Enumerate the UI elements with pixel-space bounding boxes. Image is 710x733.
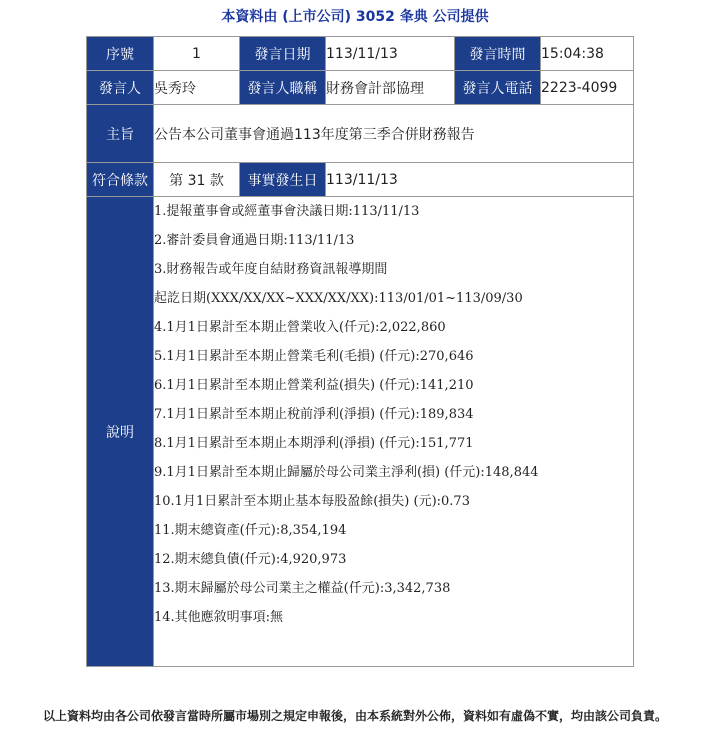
description-label: 說明 xyxy=(87,197,154,667)
event-date-label: 事實發生日 xyxy=(240,163,326,197)
header-company: 3052 夆典 xyxy=(355,9,428,25)
table-row xyxy=(87,71,634,105)
clause-value: 第 31 款 xyxy=(154,163,240,197)
page-header xyxy=(0,6,710,26)
description-line: 10.1月1日累計至本期止基本每股盈餘(損失) (元):0.73 xyxy=(154,494,470,509)
header-market: (上市公司) xyxy=(282,9,352,25)
speaker-title-label: 發言人職稱 xyxy=(240,71,326,105)
date-label: 發言日期 xyxy=(240,37,326,71)
description-line: 6.1月1日累計至本期止營業利益(損失) (仟元):141,210 xyxy=(154,378,474,393)
header-suffix: 公司提供 xyxy=(432,9,489,25)
subject-value: 公告本公司董事會通過113年度第三季合併財務報告 xyxy=(154,105,634,163)
speaker-label: 發言人 xyxy=(87,71,154,105)
phone-value: 2223-4099 xyxy=(541,71,634,105)
description-line: 4.1月1日累計至本期止營業收入(仟元):2,022,860 xyxy=(154,320,446,335)
description-line: 2.審計委員會通過日期:113/11/13 xyxy=(154,233,355,248)
disclaimer-footer: 以上資料均由各公司依發言當時所屬市場別之規定申報後，由本系統對外公佈，資料如有虛偽不實，均由該公司負責。 xyxy=(42,709,667,723)
description-line: 9.1月1日累計至本期止歸屬於母公司業主淨利(損) (仟元):148,844 xyxy=(154,465,539,480)
seq-value: 1 xyxy=(154,37,240,71)
table-row xyxy=(87,163,634,197)
phone-label: 發言人電話 xyxy=(455,71,541,105)
description-content xyxy=(154,197,634,667)
header-prefix: 本資料由 xyxy=(221,9,278,25)
table-row xyxy=(87,105,634,163)
speaker-value: 吳秀玲 xyxy=(154,71,240,105)
time-value: 15:04:38 xyxy=(541,37,634,71)
announcement-table xyxy=(86,36,634,667)
description-line: 11.期末總資產(仟元):8,354,194 xyxy=(154,523,347,538)
subject-label: 主旨 xyxy=(87,105,154,163)
date-value: 113/11/13 xyxy=(326,37,455,71)
description-line: 14.其他應敘明事項:無 xyxy=(154,610,284,625)
description-line: 7.1月1日累計至本期止稅前淨利(淨損) (仟元):189,834 xyxy=(154,407,474,422)
speaker-title-value: 財務會計部協理 xyxy=(326,71,455,105)
description-line: 起訖日期(XXX/XX/XX~XXX/XX/XX):113/01/01~113/09/30 xyxy=(154,291,523,306)
description-line: 5.1月1日累計至本期止營業毛利(毛損) (仟元):270,646 xyxy=(154,349,474,364)
description-line: 8.1月1日累計至本期止本期淨利(淨損) (仟元):151,771 xyxy=(154,436,474,451)
table-row xyxy=(87,37,634,71)
description-line: 13.期末歸屬於母公司業主之權益(仟元):3,342,738 xyxy=(154,581,451,596)
time-label: 發言時間 xyxy=(455,37,541,71)
event-date-value: 113/11/13 xyxy=(326,163,634,197)
description-line: 3.財務報告或年度自結財務資訊報導期間 xyxy=(154,262,388,277)
description-line: 1.提報董事會或經董事會決議日期:113/11/13 xyxy=(154,204,420,219)
seq-label: 序號 xyxy=(87,37,154,71)
clause-label: 符合條款 xyxy=(87,163,154,197)
description-line: 12.期末總負債(仟元):4,920,973 xyxy=(154,552,347,567)
table-row xyxy=(87,197,634,667)
